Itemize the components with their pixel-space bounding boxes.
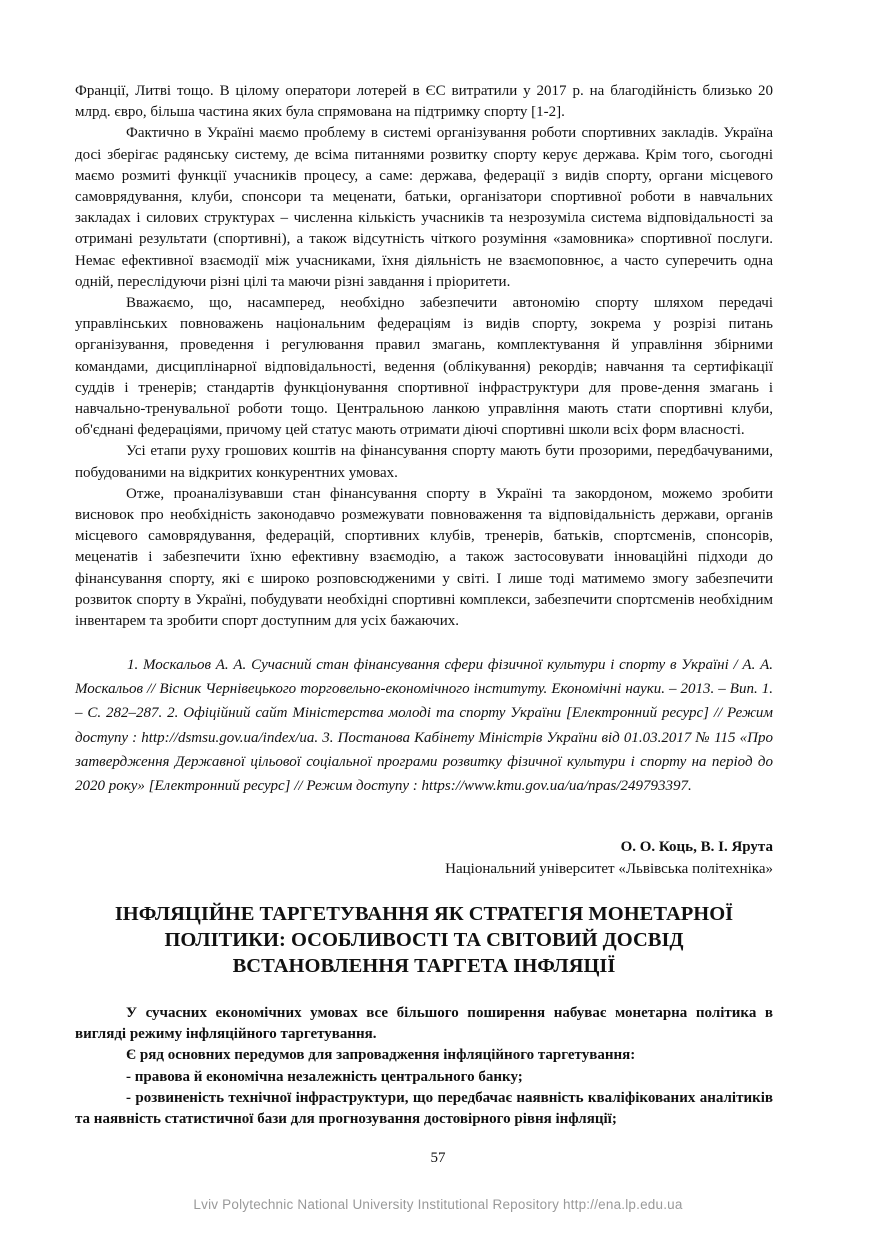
body-paragraph: Франції, Литві тощо. В цілому оператори лотерей в ЄС витратили у 2017 р. на благодійність близько 20 млрд. євро, більша частина яких була спрямована на підтримку спорту [1-2]. xyxy=(75,83,773,121)
article-authors: О. О. Коць, В. І. Ярута xyxy=(620,839,773,855)
references-list: 1. Москальов А. А. Сучасний стан фінансування сфери фізичної культури і спорту в Україні / А. А. Москальов // Вісник Чернівецького торговельно-економічного інституту. Економічні науки. – 2013. – Вип. 1. – С. 282–287. 2. Офіційний сайт Міністерства молоді та спорту України [Електронний ресурс] // Режим доступу : http://dsmsu.gov.ua/index/ua. 3. Постанова Кабінету Міністрів України від 01.03.2017 № 115 «Про затвердження Державної цільової соціальної програми розвитку фізичної культури і спорту на період до 2020 року» [Електронний ресурс] // Режим доступу : https://www.kmu.gov.ua/ua/npas/249793397. xyxy=(75,657,773,795)
article-title-line: ІНФЛЯЦІЙНЕ ТАРГЕТУВАННЯ ЯК СТРАТЕГІЯ МОНЕТАРНОЇ xyxy=(114,903,734,925)
body-paragraph: Фактично в Україні маємо проблему в системі організування роботи спортивних закладів. Україна досі зберігає радянську систему, де всіма питаннями розвитку спорту керує держава. Крім того, сьогодні маємо розмиті функції учасників процесу, а саме: держава, федерації з видів спорту, органи місцевого самоврядування, клуби, спонсори та меценати, батьки, організатори спортивної роботи в навчальних закладах і силових структурах – численна кількість учасників та незрозуміла система відповідальності за отримані результати (спортивні), а також відсутність чіткого розуміння «замовника» спортивної послуги. Немає ефективної взаємодії між учасниками, їхня діяльність не взаємоповнює, а часто суперечить одна одній, переслідуючи різні цілі та маючи різні завдання і пріоритети. xyxy=(75,125,773,290)
article-body-continued xyxy=(75,81,773,632)
body-paragraph: Вважаємо, що, насамперед, необхідно забезпечити автономію спорту шляхом передачі управлінських повноважень національним федераціям із видів спорту, зокрема у розрізі питань організування, проведення і регулювання правил змагань, комплектування й управління збірними командами, дисциплінарної відповідальності, ведення (облікування) рекордів; навчання та сертифікації суддів і тренерів; стандартів функціонування спортивної інфраструктури для прове-дення змагань і навчально-тренувальної роботи тощо. Центральною ланкою управління мають стати спортивні клуби, об'єднані федераціями, причому цей статус мають отримати діючі спортивні школи всіх форм власності. xyxy=(75,295,773,439)
author-affiliation: Національний університет «Львівська політехніка» xyxy=(445,861,773,877)
article-title-line: ВСТАНОВЛЕННЯ ТАРГЕТА ІНФЛЯЦІЇ xyxy=(232,955,616,977)
article-intro xyxy=(75,1003,773,1130)
repository-footer: Lviv Polytechnic National University Institutional Repository http://ena.lp.edu.ua xyxy=(193,1197,683,1212)
prerequisite-item: - правова й економічна незалежність центрального банку; xyxy=(126,1068,523,1085)
intro-paragraph: У сучасних економічних умовах все більшого поширення набуває монетарна політика в вигляді режиму інфляційного таргетування. xyxy=(75,1005,773,1043)
page-number: 57 xyxy=(430,1150,446,1166)
body-paragraph: Отже, проаналізувавши стан фінансування спорту в Україні та закордоном, можемо зробити висновок про необхідність законодавчо розмежувати повноваження та відповідальність держави, органів місцевого самоврядування, федерацій, спортивних клубів, тренерів, батьків, спортсменів, спонсорів, меценатів і забезпечити їхню ефективну взаємодію, а також застосовувати інноваційні підходи до фінансування спорту, які є широко розповсюдженими у світі. І лише тоді матимемо змогу забезпечити розвиток спорту в Україні, побудувати необхідні спортивні комплекси, забезпечити спортсменів необхідним інвентарем та зробити спорт доступним для усіх бажаючих. xyxy=(75,485,773,630)
intro-paragraph: Є ряд основних передумов для запровадження інфляційного таргетування: xyxy=(126,1047,636,1064)
article-title xyxy=(75,901,773,979)
article-title-line: ПОЛІТИКИ: ОСОБЛИВОСТІ ТА СВІТОВИЙ ДОСВІД xyxy=(164,929,684,951)
body-paragraph: Усі етапи руху грошових коштів на фінансування спорту мають бути прозорими, передбачуваними, побудованими на відкритих конкурентних умовах. xyxy=(75,443,773,481)
prerequisite-item: - розвиненість технічної інфраструктури, що передбачає наявність кваліфікованих аналітиків та наявність статистичної бази для прогнозування достовірного рівня інфляції; xyxy=(75,1089,773,1128)
